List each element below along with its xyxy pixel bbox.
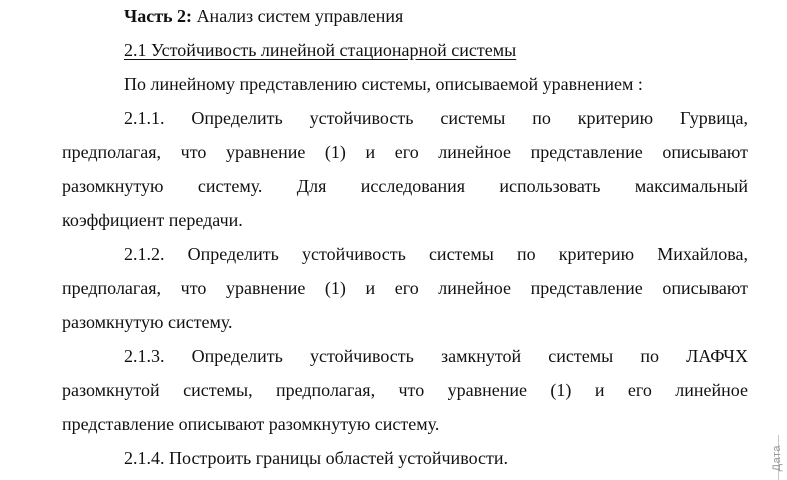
section-heading (62, 33, 748, 67)
part-title: Анализ систем управления (192, 6, 404, 26)
item-line: коэффициент передачи. (62, 210, 243, 230)
item-2-1-2 (62, 237, 748, 339)
item-line: разомкнутую систему. (62, 312, 233, 332)
part-heading (62, 0, 748, 33)
item-line: разомкнутой системы, предполагая, что уравнение (1) и его линейное (62, 380, 748, 400)
part-label: Часть 2: (124, 6, 193, 26)
item-2-1-3 (62, 339, 748, 441)
item-2-1-1 (62, 101, 748, 237)
document-page (62, 0, 748, 475)
section-intro: По линейному представлению системы, описываемой уравнением : (124, 74, 643, 94)
item-line: 2.1.4. Построить границы областей устойчивости. (124, 448, 509, 468)
item-line: представление описывают разомкнутую систему. (62, 414, 440, 434)
item-line: 2.1.1. Определить устойчивость системы по критерию Гурвица, (124, 108, 748, 128)
item-line: 2.1.3. Определить устойчивость замкнутой системы по ЛАФЧХ (124, 346, 748, 366)
item-line: предполагая, что уравнение (1) и его линейное представление описывают (62, 278, 748, 298)
margin-date-label: Дата (771, 445, 783, 472)
item-line: разомкнутую систему. Для исследования использовать максимальный (62, 176, 748, 196)
item-line: 2.1.2. Определить устойчивость системы по критерию Михайлова, (124, 244, 748, 264)
item-line: предполагая, что уравнение (1) и его линейное представление описывают (62, 142, 748, 162)
section-heading-text: 2.1 Устойчивость линейной стационарной системы (124, 40, 517, 60)
item-2-1-4 (62, 441, 748, 475)
